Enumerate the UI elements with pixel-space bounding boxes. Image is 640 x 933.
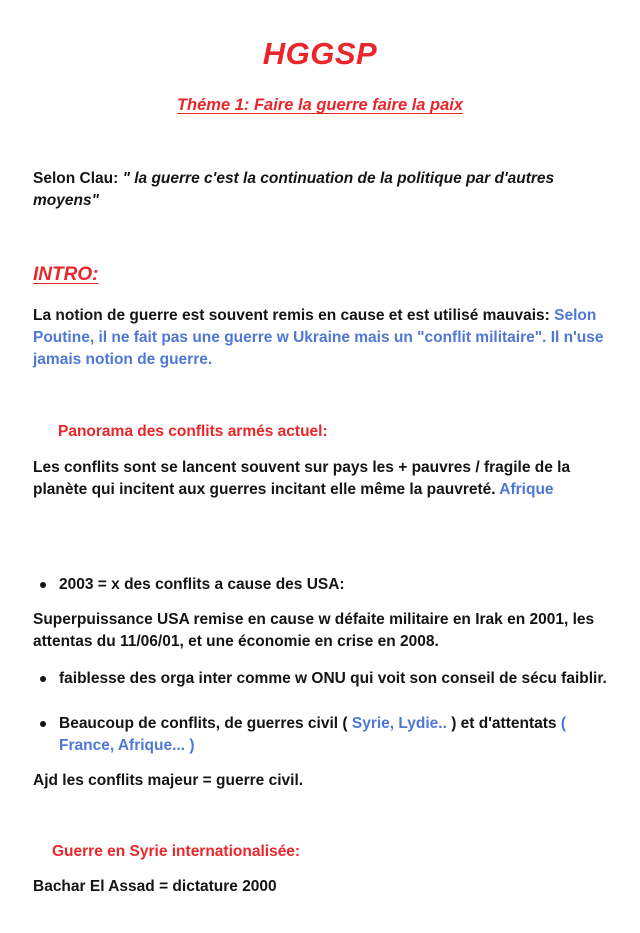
bullet-text: 2003 = x des conflits a cause des USA: [59,576,345,593]
bullet-dot [40,582,46,588]
bullet-item-onu [40,668,615,690]
bullet-item-usa [40,574,615,596]
bullet-text-a: Beaucoup de conflits, de guerres civil ( [59,715,352,732]
page-subtitle: Théme 1: Faire la guerre faire la paix [176,96,464,114]
quote-lead: Selon Clau: [33,170,123,187]
bullet-dot [40,721,46,727]
intro-paragraph [33,305,613,371]
page-title: HGGSP [262,36,378,71]
bullet-item-conflits [40,713,615,757]
intro-text: La notion de guerre est souvent remis en cause et est utilisé mauvais: [33,307,555,324]
bullet-text: faiblesse des orga inter comme w ONU qui voit son conseil de sécu faiblir. [59,670,607,687]
syrie-heading: Guerre en Syrie internationalisée: [52,843,301,860]
bullet-dot [40,676,46,682]
bullet-example-1: Syrie, Lydie.. [351,715,452,732]
panorama-example: Afrique [499,481,554,498]
usa-paragraph: Superpuissance USA remise en cause w défaite militaire en Irak en 2001, les attentas du 11/06/01, et une économie en crise en 2008. [33,611,595,650]
panorama-text: Les conflits sont se lancent souvent sur pays les + pauvres / fragile de la planète qui incitent aux guerres incitant elle même la pauvreté. [33,459,571,498]
panorama-paragraph [33,457,618,501]
intro-heading: INTRO: [33,264,99,285]
bullet-text [59,713,615,757]
syrie-paragraph: Bachar El Assad = dictature 2000 [33,878,277,895]
intro-example: Selon Poutine, il ne fait pas une guerre w Ukraine mais un "conflit militaire". Il n'use jamais notion de guerre. [33,307,604,368]
guerre-civil-paragraph: Ajd les conflits majeur = guerre civil. [33,772,304,789]
bullet-example-2: ( France, Afrique... ) [59,715,567,754]
quote-text: " la guerre c'est la continuation de la politique par d'autres moyens" [33,170,555,209]
quote-paragraph [33,168,613,212]
panorama-heading: Panorama des conflits armés actuel: [58,423,328,440]
bullet-text-b: ) et d'attentats [451,715,561,732]
